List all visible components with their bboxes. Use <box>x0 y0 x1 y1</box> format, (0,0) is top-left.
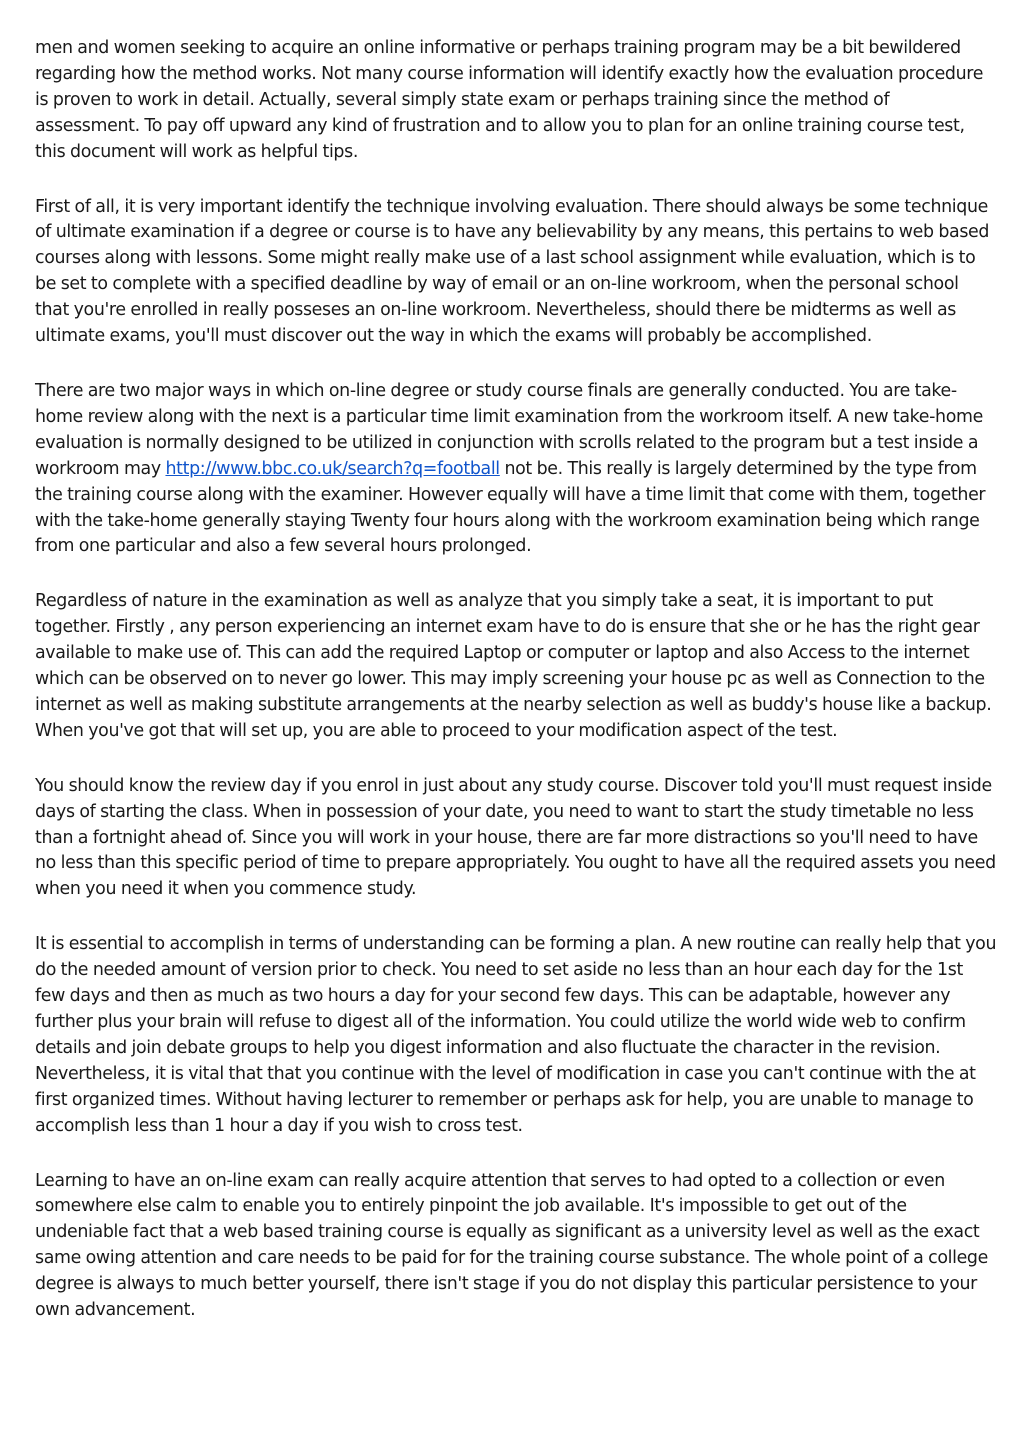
paragraph-intro: men and women seeking to acquire an online informative or perhaps training program may be a bit bewildered regarding how the method works. Not many course information will identify exactly how the evaluation procedure is proven to work in detail. Actually, several simply state exam or perhaps training since the method of assessment. To pay off upward any kind of frustration and to allow you to plan for an online training course test, this document will work as helpful tips. <box>35 38 984 162</box>
paragraph-review-day: You should know the review day if you enrol in just about any study course. Discover told you'll must request inside days of starting the class. When in possession of your date, you need to want to start the study timetable no less than a fortnight ahead of. Since you will work in your house, there are far more distractions so you'll need to have no less than this specific period of time to prepare appropriately. You ought to have all the required assets you need when you need it when you commence study. <box>35 775 996 900</box>
paragraph-text-before-link: There are two major ways in which on-line degree or study course finals are generally conducted. You are take-home review along with the next is a particular time limit examination from the workroom itself. A new take-home evaluation is normally designed to be utilized in conjunction with scrolls related to the program but a test inside a workroom may <box>35 380 983 479</box>
paragraph-study-plan: It is essential to accomplish in terms of understanding can be forming a plan. A new routine can really help that you do the needed amount of version prior to check. You need to set aside no less than an hour each day for the 1st few days and then as much as two hours a day for your second few days. This can be adaptable, however any further plus your brain will refuse to digest all of the information. You could utilize the world wide web to confirm details and join debate groups to help you digest information and also fluctuate the character in the revision. Nevertheless, it is vital that that you continue with the level of modification in case you can't continue with the at first organized times. Without having lecturer to remember or perhaps ask for help, you are unable to manage to accomplish less than 1 hour a day if you wish to cross test. <box>35 934 997 1136</box>
paragraph-exam-types <box>35 379 997 560</box>
paragraph-text-after-link: not be. This really is largely determined by the type from the training course along with the examiner. However equally will have a time limit that come with them, together with the take-home generally staying Twenty four hours along with the workroom examination being which range from one particular and also a few several hours prolonged. <box>35 458 986 557</box>
bbc-search-link[interactable]: http://www.bbc.co.uk/search?q=football <box>165 458 500 479</box>
paragraph-preparation: Regardless of nature in the examination as well as analyze that you simply take a seat, it is important to put together. Firstly , any person experiencing an internet exam have to do is ensure that she or he has the right gear available to make use of. This can add the required Laptop or computer or laptop and also Access to the internet which can be observed on to never go lower. This may imply screening your house pc as well as Connection to the internet as well as making substitute arrangements at the nearby selection as well as buddy's house like a backup. When you've got that will set up, you are able to proceed to your modification aspect of the test. <box>35 591 992 741</box>
paragraph-attention: Learning to have an on-line exam can really acquire attention that serves to had opted to a collection or even somewhere else calm to enable you to entirely pinpoint the job available. It's impossible to get out of the undeniable fact that a web based training course is equally as significant as a university level as well as the exact same owing attention and care needs to be paid for for the training course substance. The whole point of a college degree is always to much better yourself, there isn't stage if you do not display this particular persistence to your own advancement. <box>35 1170 988 1321</box>
paragraph-evaluation-technique: First of all, it is very important identify the technique involving evaluation. There should always be some technique of ultimate examination if a degree or course is to have any believability by any means, this pertains to web based courses along with lessons. Some might really make use of a last school assignment while evaluation, which is to be set to complete with a specified deadline by way of email or an on-line workroom, when the personal school that you're enrolled in really posseses an on-line workroom. Nevertheless, should there be midterms as well as ultimate exams, you'll must discover out the way in which the exams will probably be accomplished. <box>35 196 990 347</box>
document-page <box>35 36 997 1353</box>
